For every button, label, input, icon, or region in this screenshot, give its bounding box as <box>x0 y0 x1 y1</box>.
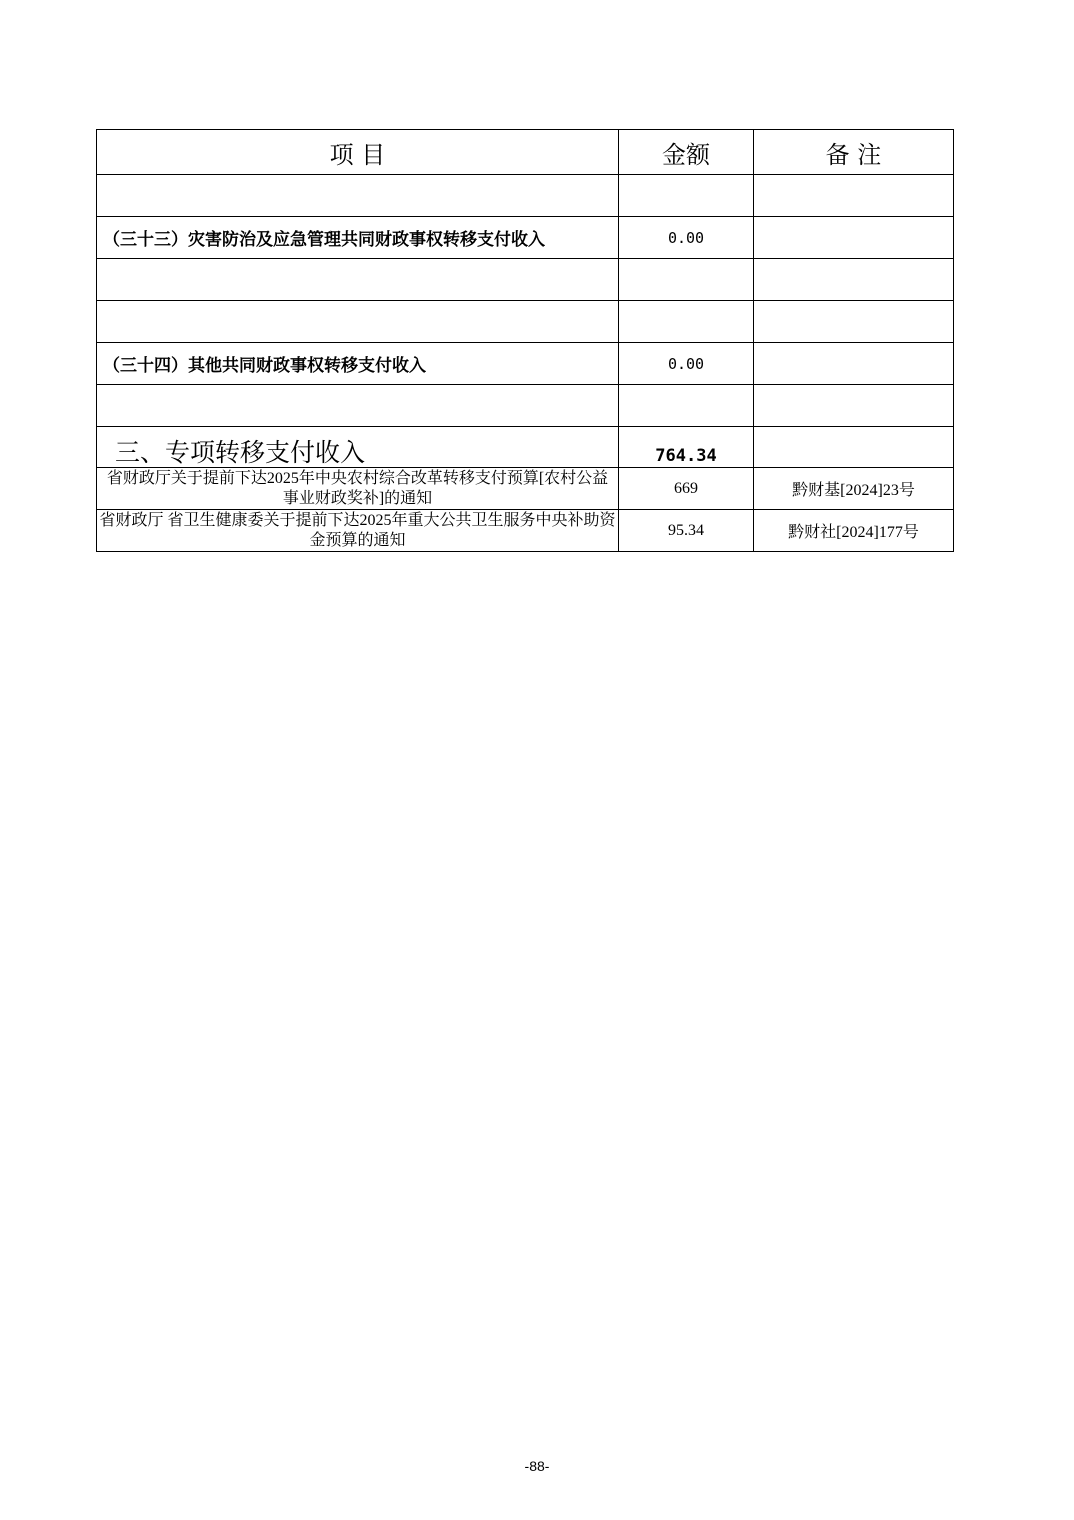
section-amount: 764.34 <box>619 427 754 468</box>
header-note: 备 注 <box>754 130 954 175</box>
header-amount: 金额 <box>619 130 754 175</box>
table-row <box>97 301 954 343</box>
row-amount <box>619 385 754 427</box>
row-amount: 0.00 <box>619 343 754 385</box>
row-note <box>754 175 954 217</box>
table-row <box>97 343 954 385</box>
document-amount: 669 <box>619 468 754 510</box>
page-number: -88- <box>524 1458 550 1474</box>
table-row <box>97 385 954 427</box>
row-amount <box>619 175 754 217</box>
row-note <box>754 343 954 385</box>
row-note <box>754 301 954 343</box>
row-amount <box>619 259 754 301</box>
section-note <box>754 427 954 468</box>
row-label: （三十三）灾害防治及应急管理共同财政事权转移支付收入 <box>97 217 619 259</box>
row-note <box>754 259 954 301</box>
header-item: 项 目 <box>97 130 619 175</box>
document-amount: 95.34 <box>619 510 754 552</box>
document-title: 省财政厅关于提前下达2025年中央农村综合改革转移支付预算[农村公益事业财政奖补]的通知 <box>97 468 619 510</box>
document-row <box>97 510 954 552</box>
row-label <box>97 385 619 427</box>
row-note <box>754 385 954 427</box>
table-header-row <box>97 130 954 175</box>
row-label: （三十四）其他共同财政事权转移支付收入 <box>97 343 619 385</box>
row-amount: 0.00 <box>619 217 754 259</box>
table-row <box>97 259 954 301</box>
row-amount <box>619 301 754 343</box>
table-row <box>97 175 954 217</box>
document-reference: 黔财基[2024]23号 <box>754 468 954 510</box>
row-note <box>754 217 954 259</box>
document-reference: 黔财社[2024]177号 <box>754 510 954 552</box>
row-label <box>97 259 619 301</box>
section-label: 三、专项转移支付收入 <box>97 427 619 468</box>
document-title: 省财政厅 省卫生健康委关于提前下达2025年重大公共卫生服务中央补助资金预算的通知 <box>97 510 619 552</box>
row-label <box>97 175 619 217</box>
table-row <box>97 217 954 259</box>
budget-table <box>96 129 954 552</box>
section-row <box>97 427 954 468</box>
document-row <box>97 468 954 510</box>
row-label <box>97 301 619 343</box>
